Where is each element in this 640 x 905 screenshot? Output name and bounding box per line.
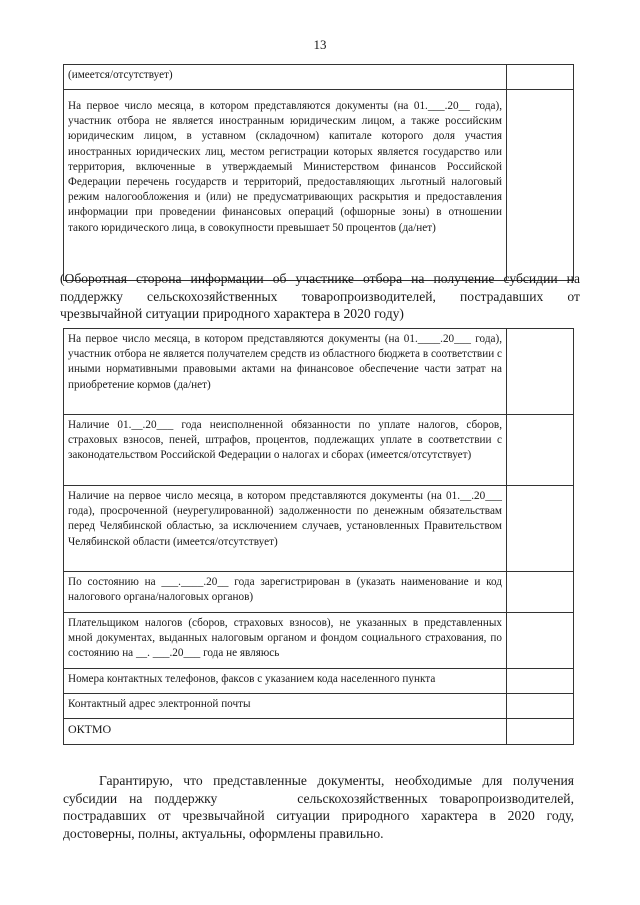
table-row [64,669,574,694]
table-row [64,613,574,669]
reverse-side-note: (Оборотная сторона информации об участнике отбора на получение субсидии на поддержку сельскохозяйственных товаропроизводителей, пострадавших от чрезвычайной ситуации природного характера в 2020 году) [60,271,580,322]
field-label: На первое число месяца, в котором представляются документы (на 01.____.20___ года), участник отбора не является получателем средств из областного бюджета в соответствии с иными нормативными правовыми актами на финансовое обеспечение части затрат на приобретение кормов (да/нет) [64,329,507,415]
field-label: На первое число месяца, в котором представляются документы (на 01.___.20__ года), участник отбора не является иностранным юридическим лицом, а также российским юридическим лицом, в уставном (складочном) капитале которого доля участия иностранных юридических лиц, местом регистрации которых является государство или территория, включенные в утверждаемый Министерством финансов Российской Федерации перечень государств и территорий, предоставляющих льготный налоговый режим налогообложения и (или) не предусматривающих раскрытия и предоставления информации при проведении финансовых операций (офшорные зоны) в отношении такого юридического лица, в совокупности превышает 50 процентов (да/нет) [64,90,507,281]
field-value-cell[interactable] [507,329,574,415]
table-row [64,329,574,415]
field-label: Наличие 01.__.20___ года неисполненной обязанности по уплате налогов, сборов, страховых взносов, пеней, штрафов, процентов, подлежащих уплате в соответствии с законодательством Российской Федерации о налогах и сборах (имеется/отсутствует) [64,415,507,486]
field-value-cell[interactable] [507,694,574,719]
field-label: ОКТМО [64,719,507,745]
field-label: Контактный адрес электронной почты [64,694,507,719]
form-table-bottom [63,328,574,745]
table-row [64,65,574,90]
field-label: (имеется/отсутствует) [64,65,507,90]
field-value-cell[interactable] [507,65,574,90]
table-row [64,694,574,719]
field-value-cell[interactable] [507,572,574,613]
field-label: По состоянию на ___.____.20__ года зарегистрирован в (указать наименование и код налогового органа/налоговых органов) [64,572,507,613]
field-value-cell[interactable] [507,90,574,281]
field-value-cell[interactable] [507,613,574,669]
guarantee-start: Гарантирую, что представленные документы, необходимые для получения субсидии на поддержку [63,773,574,806]
field-label: Наличие на первое число месяца, в котором представляются документы (на 01.__.20___ года), просроченной (неурегулированной) задолженности по денежным обязательствам перед Челябинской областью, за исключением случаев, установленных Правительством Челябинской области (имеется/отсутствует) [64,486,507,572]
field-value-cell[interactable] [507,415,574,486]
field-label: Номера контактных телефонов, факсов с указанием кода населенного пункта [64,669,507,694]
guarantee-statement [63,772,574,842]
field-value-cell[interactable] [507,719,574,745]
table-row [64,719,574,745]
table-row [64,486,574,572]
table-row [64,90,574,281]
page-number: 13 [313,37,327,52]
field-value-cell[interactable] [507,669,574,694]
field-label: Плательщиком налогов (сборов, страховых взносов), не указанных в представленных мной документах, выданных налоговым органом и фондом социального страхования, по состоянию на __. ___.20___ года не являюсь [64,613,507,669]
table-row [64,572,574,613]
guarantee-end: сельскохозяйственных товаропроизводителей, пострадавших от чрезвычайной ситуации природного характера в 2020 году, достоверны, полны, актуальны, оформлены правильно. [63,790,574,841]
field-value-cell[interactable] [507,486,574,572]
form-table-top [63,64,574,281]
table-row [64,415,574,486]
